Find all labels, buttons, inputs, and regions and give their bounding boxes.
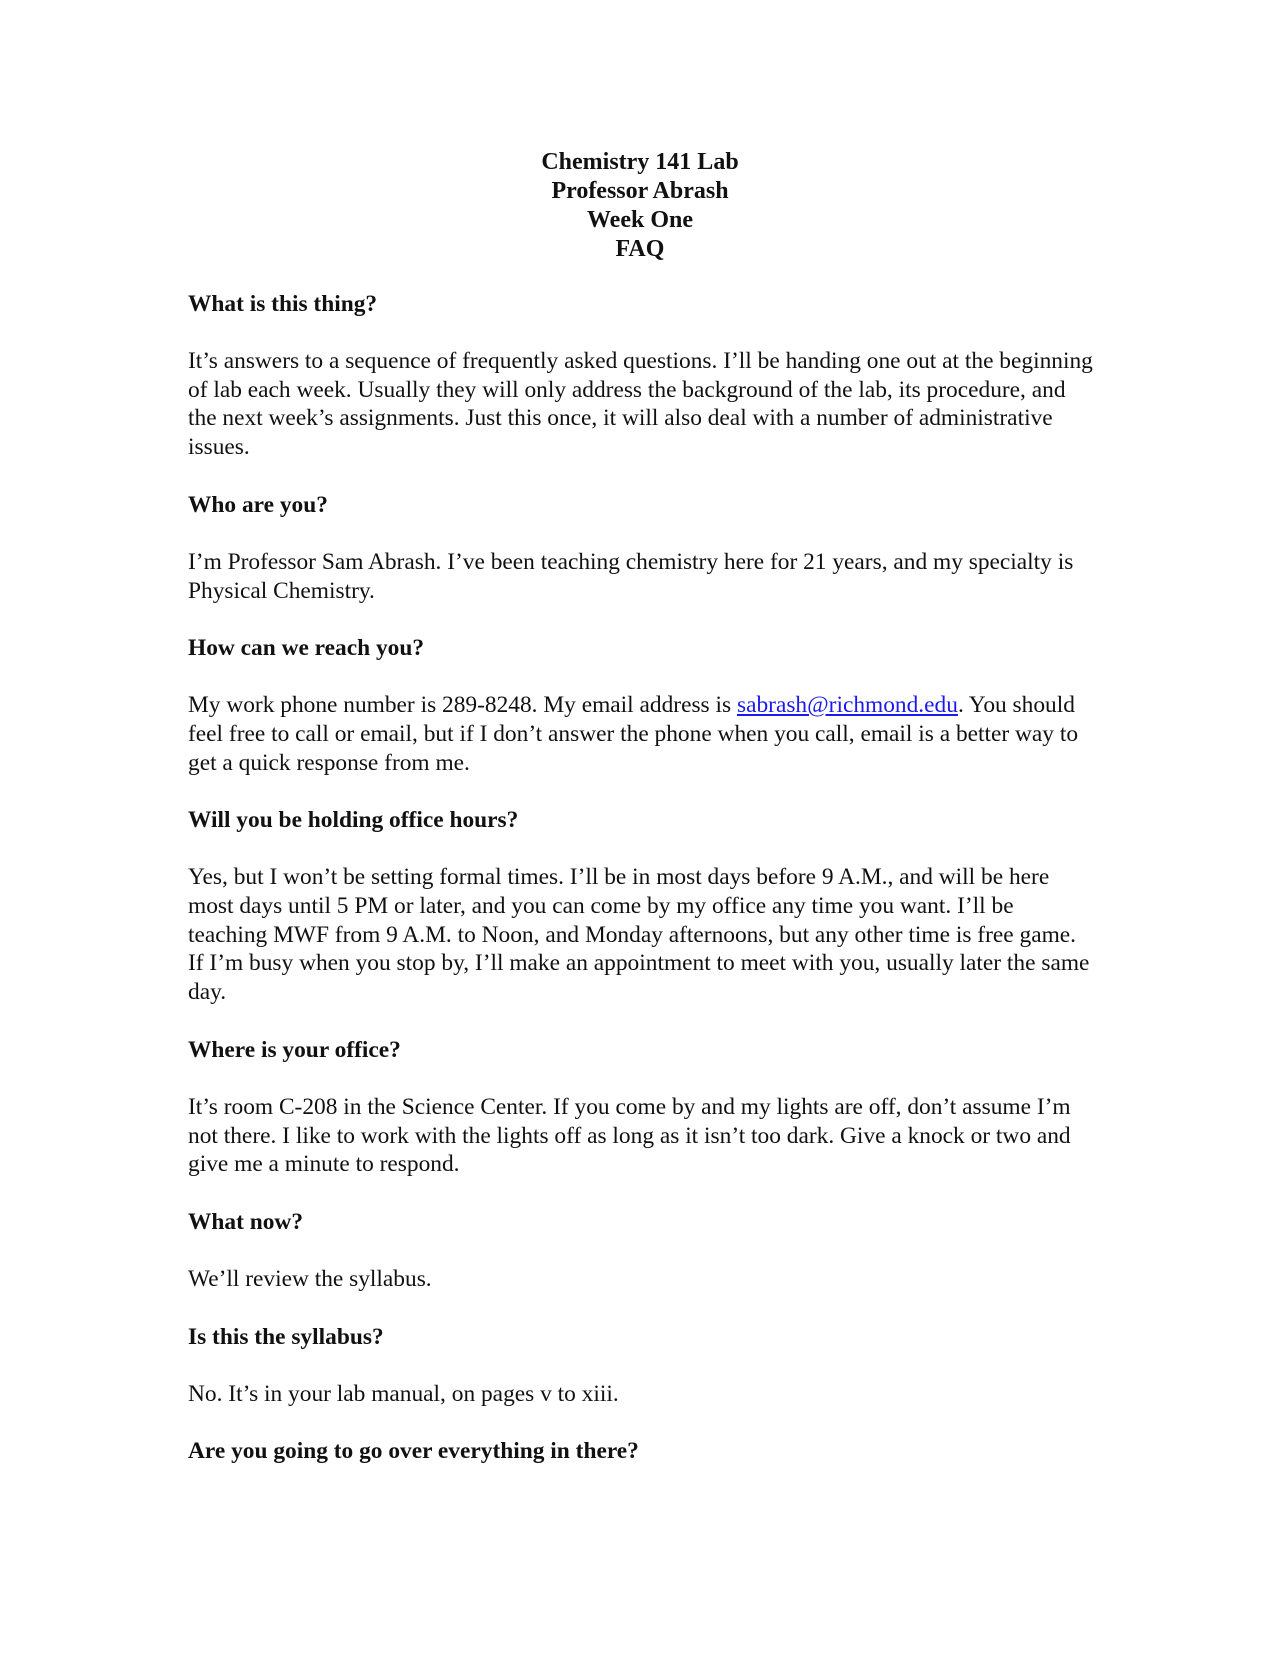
faq-answer: No. It’s in your lab manual, on pages v to xiii. <box>188 1380 619 1407</box>
course-title: Chemistry 141 Lab <box>541 149 739 175</box>
document-title-block <box>0 148 1280 264</box>
faq-answer-text: . You should feel free to call or email, but if I don’t answer the phone when you call, email is a better way to get a quick response from me. <box>188 692 1079 776</box>
faq-answer: It’s answers to a sequence of frequently asked questions. I’ll be handing one out at the beginning of lab each week. Usually they will only address the background of the lab, its procedure, and the next week’s assignments. Just this once, it will also deal with a number of administrative issues. <box>188 348 1093 461</box>
professor-name: Professor Abrash <box>551 178 729 204</box>
faq-question: What now? <box>188 1208 304 1235</box>
week-label: Week One <box>587 207 693 233</box>
faq-label: FAQ <box>615 236 665 262</box>
faq-list <box>188 290 1093 1466</box>
faq-question: What is this thing? <box>188 291 378 317</box>
faq-answer: It’s room C-208 in the Science Center. If you come by and my lights are off, don’t assume I’m not there. I like to work with the lights off as long as it isn’t too dark. Give a knock or two and give me a minute to respond. <box>188 1093 1071 1178</box>
faq-answer-text: My work phone number is 289-8248. My email address is <box>188 692 737 719</box>
email-link[interactable]: sabrash@richmond.edu <box>736 692 958 719</box>
faq-answer-contact <box>188 691 1093 777</box>
faq-answer: I’m Professor Sam Abrash. I’ve been teaching chemistry here for 21 years, and my specialty is Physical Chemistry. <box>188 548 1074 604</box>
faq-question: Will you be holding office hours? <box>188 807 519 834</box>
faq-answer: Yes, but I won’t be setting formal times. I’ll be in most days before 9 A.M., and will be here most days until 5 PM or later, and you can come by my office any time you want. I’ll be teaching MWF from 9 A.M. to Noon, and Monday afternoons, but any other time is free game. If I’m busy when you stop by, I’ll make an appointment to meet with you, usually later the same day. <box>188 864 1090 1006</box>
faq-question: How can we reach you? <box>188 635 425 662</box>
faq-question: Is this the syllabus? <box>188 1323 384 1350</box>
faq-question: Are you going to go over everything in there? <box>188 1438 639 1465</box>
faq-question: Where is your office? <box>188 1036 401 1063</box>
faq-question: Who are you? <box>188 491 328 518</box>
faq-answer: We’ll review the syllabus. <box>188 1265 432 1292</box>
